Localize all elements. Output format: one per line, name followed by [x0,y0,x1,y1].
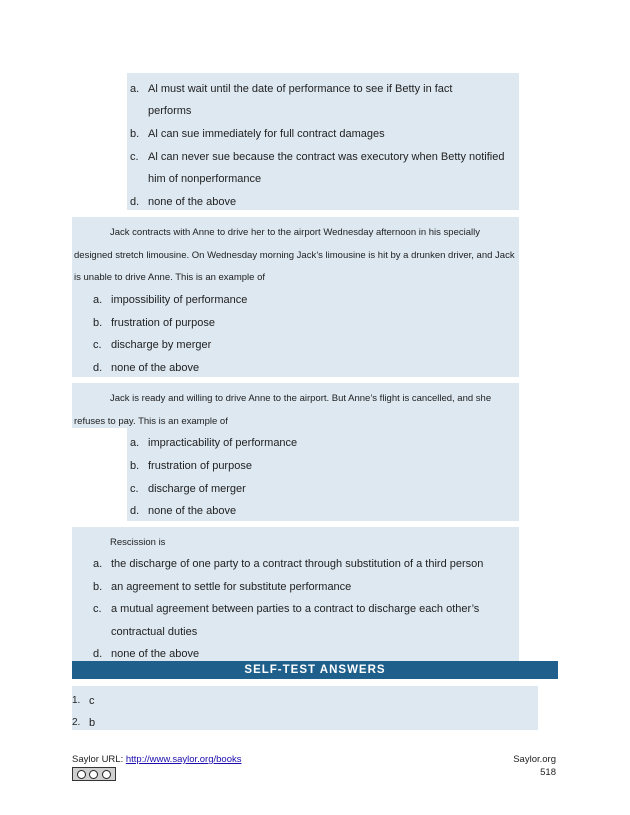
question-limo-stem-1: Jack contracts with Anne to drive her to the airport Wednesday afternoon in his specially [110,227,480,238]
saylor-books-link[interactable]: http://www.saylor.org/books [125,754,242,765]
question-flight-stem-1: Jack is ready and willing to drive Anne to the airport. But Anne’s flight is cancelled, and she [110,393,492,404]
question-limo-stem-2: designed stretch limousine. On Wednesday morning Jack’s limousine is hit by a drunken driver, and Jack [74,250,515,261]
footer-url-label: Saylor URL: [72,754,126,765]
footer-url [72,754,242,765]
footer-site: Saylor.org [513,754,556,765]
question-flight-stem-2: refuses to pay. This is an example of [74,416,228,427]
creative-commons-icon [72,767,116,781]
page-number: 518 [540,767,556,778]
answers-block [72,686,538,730]
self-test-answers-heading: SELF-TEST ANSWERS [72,661,558,679]
question-limo-stem-3: is unable to drive Anne. This is an example of [74,272,265,283]
question-rescission-stem: Rescission is [110,537,166,548]
